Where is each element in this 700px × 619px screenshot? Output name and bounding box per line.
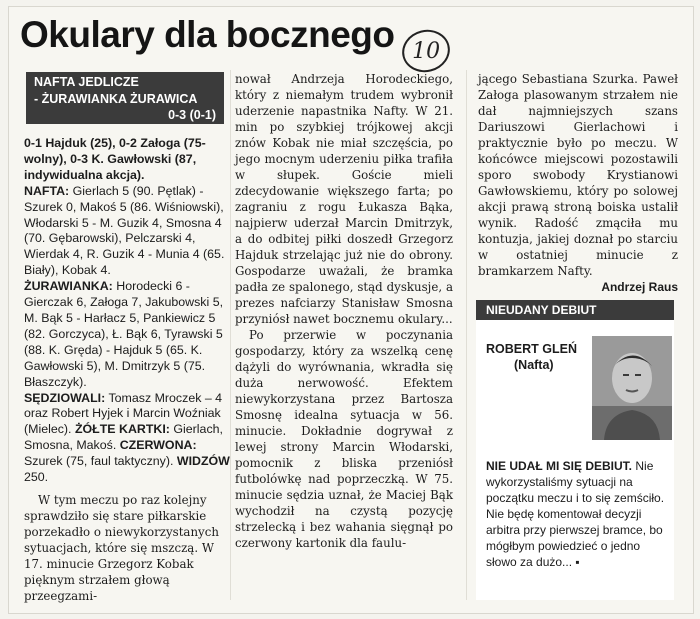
goals-summary: 0-1 Hajduk (25), 0-2 Załoga (75-wolny), 0-3 K. Gawłowski (87, indywidualna akcja).: [24, 136, 206, 182]
match-officials: SĘDZIOWALI: Tomasz Mroczek – 4 oraz Robert Hyjek i Marcin Woźniak (Mielec). ŻÓŁTE KARTKI: Gierlach, Smosna, Makoś. CZERWONA: Szurek (75, faul taktyczny). WIDZÓW 250.: [24, 390, 230, 485]
article-column-3: [478, 71, 678, 295]
column-divider: [230, 70, 231, 600]
article-paragraph: nował Andrzeja Horodeckiego, który z niemałym trudem wybronił uderzenie napastnika Nafty. W 21. min po szybkiej trójkowej akcji znów Kobak nie miał szczęścia, po jego mocnym uderzeniu piłka trafiła w słupek. Goście mieli zdecydowanie większego farta; po zagraniu z rogu Łukasza Bąka, najpierw uderzał Marcin Dmitrzyk, a do odbitej piłki doszedł Grzegorz Hajduk strzelając już nie do obrony. Gospodarze uważali, że bramka padła ze spalonego, stąd dyskusje, a prezes nafciarzy Stanisław Smosna przyniósł nawet bocznemu okulary...: [235, 72, 453, 326]
player-quote: NIE UDAŁ MI SIĘ DEBIUT. Nie wykorzystaliśmy sytuacji na początku meczu i to się zemściło. Nie będę komentował decyzji arbitra przy pierwszej bramce, bo mógłbym powiedzieć o jedno słowo za dużo... ▪: [486, 459, 665, 569]
handwritten-page-mark: 10: [398, 25, 455, 77]
nafta-lineup: NAFTA: Gierlach 5 (90. Pętlak) - Szurek 0, Makoś 5 (86. Wiśniowski), Włodarski 5 - M. Guzik 4, Smosna 4 (70. Gębarowski), Pelczarski 4, Wierdak 4, R. Guzik 4 - Munia 4 (65. Biały), Kobak 4.: [24, 183, 225, 278]
match-score-box: [26, 72, 224, 124]
article-column-2: [235, 71, 453, 551]
column-divider: [466, 70, 467, 600]
article-paragraph: Po przerwie w poczynania gospodarzy, który za wszelką cenę dążyli do wyrównania, wkradła się duża nerwowość. Efektem niewykorzystana przez Bartosza Smosnę idealna sytuacja w 56. minucie. Dokładnie dogrywał z lewej strony Marcin Włodarski, pomocnik z bliska przeniósł futbolówkę nad poprzeczką. W 75. minucie sędzia uznał, że Maciej Bąk wychodził na czystą pozycję strzelecką i bez wahania sięgnął po czerwony kartonik dla faulu-: [235, 328, 453, 550]
player-name: ROBERT GLEŃ: [486, 342, 577, 356]
article-title: Okulary dla bocznego: [20, 14, 395, 55]
player-club: (Nafta): [514, 358, 554, 372]
final-score: 0-3 (0-1): [168, 108, 216, 122]
portrait-image: [592, 336, 672, 440]
player-photo: [592, 336, 672, 440]
sidebar-header: NIEUDANY DEBIUT: [476, 300, 674, 320]
away-team: - ŻURAWIANKA ŻURAWICA: [34, 92, 198, 106]
sidebar-box: [476, 300, 674, 600]
zurawianka-lineup: ŻURAWIANKA: Horodecki 6 - Gierczak 6, Załoga 7, Jakubowski 5, M. Bąk 5 - Harłacz 5, Pankiewicz 5 (82. Gorczyca), Ł. Bąk 6, Tyrawski 5 (88. K. Gręda) - Hajduk 5 (65. K. Gawłowski 5), M. Dmitrzyk 5 (75. Błaszczyk).: [24, 279, 224, 389]
home-team: NAFTA JEDLICZE: [34, 75, 139, 89]
article-paragraph: jącego Sebastiana Szurka. Paweł Załoga plasowanym strzałem nie dał najmniejszych szans Dariuszowi Gierlachowi i praktycznie było po meczu. W końcówce miejscowi pozostawili sporo swobody Krystianowi Gawłowskiemu, który po solowej akcji prawą stroną boiska ustalił wynik. Radość zmąciła mu kontuzja, jakiej doznał po starciu w ostatniej minucie z bramkarzem Nafty.: [478, 72, 678, 278]
article-column-1: [24, 136, 230, 610]
article-body-start: W tym meczu po raz kolejny sprawdziło się stare piłkarskie porzekadło o niewykorzystanych sytuacjach, które się mszczą. W 17. minucie Grzegorz Kobak pięknym strzałem głową przeegzami-: [24, 492, 219, 603]
article-author: Andrzej Raus: [601, 280, 678, 294]
